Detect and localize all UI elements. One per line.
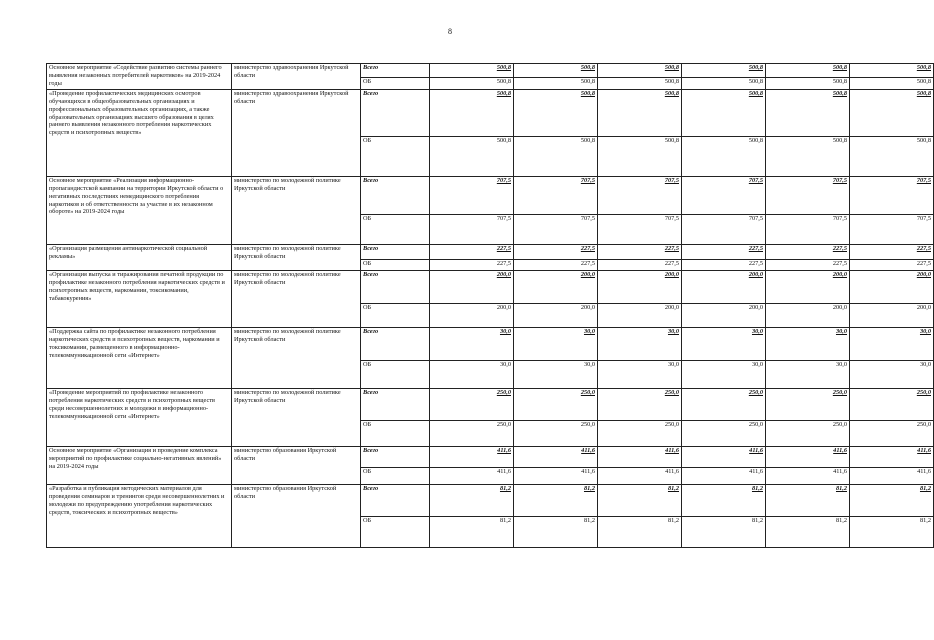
total-value-cell: 411,6 [514,447,598,468]
ob-value-cell: 500,8 [850,78,934,90]
total-value-cell: 411,6 [598,447,682,468]
total-value-cell: 250,0 [850,389,934,421]
executor-cell: министерство по молодежной политике Иркутской области [232,245,361,271]
ob-value-cell: 500,8 [430,137,514,177]
total-value-cell: 200,0 [850,271,934,304]
total-value-cell: 81,2 [514,485,598,517]
table-row-total [47,64,934,78]
ob-value-cell: 200,0 [850,304,934,328]
page-number: 8 [448,27,452,36]
ob-value-cell: 200,0 [682,304,766,328]
ob-value-cell: 81,2 [850,517,934,548]
total-value-cell: 500,8 [598,90,682,137]
ob-value-cell: 200,0 [430,304,514,328]
measure-name-cell: «Проведение профилактических медицинских осмотров обучающихся в общеобразовательных организациях и профессиональных образовательных организациях, а также образовательных организациях высшего образования в целях раннего выявления незаконного потребления наркотических средств и психотропных веществ» [47,90,232,177]
total-value-cell: 707,5 [766,177,850,215]
ob-value-cell: 81,2 [766,517,850,548]
total-value-cell: 30,0 [514,328,598,361]
ob-value-cell: 250,0 [850,421,934,447]
funding-source-total: Всего [361,90,430,137]
ob-value-cell: 30,0 [514,361,598,389]
ob-value-cell: 500,8 [766,137,850,177]
total-value-cell: 200,0 [598,271,682,304]
ob-value-cell: 500,8 [850,137,934,177]
executor-cell: министерство образования Иркутской области [232,447,361,485]
executor-cell: министерство по молодежной политике Иркутской области [232,389,361,447]
total-value-cell: 500,8 [598,64,682,78]
ob-value-cell: 227,5 [598,260,682,271]
measure-name-cell: «Разработка и публикация методических материалов для проведения семинаров и тренингов среди несовершеннолетних и молодежи по предупреждению употребления наркотических средств, токсических и психотропных веществ» [47,485,232,548]
ob-value-cell: 227,5 [514,260,598,271]
funding-source-total: Всего [361,64,430,78]
budget-table-body [47,64,934,548]
executor-cell: министерство здравоохранения Иркутской области [232,64,361,90]
total-value-cell: 250,0 [766,389,850,421]
total-value-cell: 30,0 [850,328,934,361]
total-value-cell: 81,2 [766,485,850,517]
total-value-cell: 30,0 [766,328,850,361]
measure-name-cell: «Поддержка сайта по профилактике незаконного потребления наркотических средств и психотропных веществ, наркомании и токсикомании, размещенного в информационно-телекоммуникационной сети «Интернет» [47,328,232,389]
total-value-cell: 707,5 [850,177,934,215]
measure-name-cell: «Проведение мероприятий по профилактике незаконного потребления наркотических средств и психотропных веществ среди несовершеннолетних и молодежи в информационно-телекоммуникационной сети «Интернет» [47,389,232,447]
total-value-cell: 411,6 [430,447,514,468]
measure-name-cell: «Организация выпуска и тиражирования печатной продукции по профилактике незаконного потребления наркотических средств и психотропных веществ, наркомании, токсикомании, табакокурения» [47,271,232,328]
ob-value-cell: 30,0 [682,361,766,389]
funding-source-total: Всего [361,271,430,304]
ob-value-cell: 250,0 [430,421,514,447]
ob-value-cell: 707,5 [850,215,934,245]
funding-source-ob: ОБ [361,361,430,389]
total-value-cell: 227,5 [682,245,766,260]
total-value-cell: 81,2 [598,485,682,517]
ob-value-cell: 500,8 [514,78,598,90]
total-value-cell: 30,0 [430,328,514,361]
total-value-cell: 500,8 [766,64,850,78]
ob-value-cell: 411,6 [850,468,934,485]
funding-source-ob: ОБ [361,304,430,328]
total-value-cell: 500,8 [682,64,766,78]
funding-source-total: Всего [361,389,430,421]
ob-value-cell: 250,0 [598,421,682,447]
ob-value-cell: 411,6 [682,468,766,485]
total-value-cell: 200,0 [514,271,598,304]
total-value-cell: 30,0 [598,328,682,361]
ob-value-cell: 500,8 [682,137,766,177]
funding-source-ob: ОБ [361,517,430,548]
total-value-cell: 250,0 [598,389,682,421]
total-value-cell: 227,5 [598,245,682,260]
budget-table [46,63,934,548]
ob-value-cell: 81,2 [598,517,682,548]
total-value-cell: 250,0 [514,389,598,421]
total-value-cell: 81,2 [430,485,514,517]
ob-value-cell: 500,8 [766,78,850,90]
ob-value-cell: 250,0 [514,421,598,447]
ob-value-cell: 30,0 [850,361,934,389]
table-row-total [47,90,934,137]
table-row-total [47,485,934,517]
ob-value-cell: 200,0 [514,304,598,328]
total-value-cell: 200,0 [682,271,766,304]
total-value-cell: 500,8 [682,90,766,137]
total-value-cell: 707,5 [682,177,766,215]
total-value-cell: 707,5 [514,177,598,215]
funding-source-total: Всего [361,485,430,517]
measure-name-cell: Основное мероприятие «Реализация информационно-пропагандистской кампании на территории Иркутской области о негативных последствиях немедицинского потребления наркотиков и об ответственности за участие в их незаконном обороте» на 2019-2024 годы [47,177,232,245]
ob-value-cell: 500,8 [598,137,682,177]
total-value-cell: 500,8 [766,90,850,137]
ob-value-cell: 411,6 [766,468,850,485]
total-value-cell: 411,6 [850,447,934,468]
funding-source-ob: ОБ [361,137,430,177]
ob-value-cell: 81,2 [430,517,514,548]
ob-value-cell: 500,8 [598,78,682,90]
ob-value-cell: 250,0 [682,421,766,447]
ob-value-cell: 200,0 [766,304,850,328]
total-value-cell: 707,5 [430,177,514,215]
ob-value-cell: 250,0 [766,421,850,447]
executor-cell: министерство здравоохранения Иркутской области [232,90,361,177]
total-value-cell: 30,0 [682,328,766,361]
measure-name-cell: «Организация размещения антинаркотической социальной рекламы» [47,245,232,271]
executor-cell: министерство по молодежной политике Иркутской области [232,328,361,389]
total-value-cell: 500,8 [850,64,934,78]
total-value-cell: 227,5 [850,245,934,260]
table-row-total [47,447,934,468]
ob-value-cell: 30,0 [430,361,514,389]
executor-cell: министерство по молодежной политике Иркутской области [232,177,361,245]
ob-value-cell: 707,5 [598,215,682,245]
funding-source-ob: ОБ [361,468,430,485]
measure-name-cell: Основное мероприятие «Организация и проведение комплекса мероприятий по профилактике социально-негативных явлений» на 2019-2024 годы [47,447,232,485]
ob-value-cell: 707,5 [430,215,514,245]
total-value-cell: 81,2 [850,485,934,517]
table-row-total [47,271,934,304]
table-row-total [47,328,934,361]
ob-value-cell: 227,5 [766,260,850,271]
ob-value-cell: 81,2 [682,517,766,548]
ob-value-cell: 707,5 [766,215,850,245]
total-value-cell: 250,0 [682,389,766,421]
table-row-total [47,389,934,421]
measure-name-cell: Основное мероприятие «Содействие развитию системы раннего выявления незаконных потребителей наркотиков» на 2019-2024 годы [47,64,232,90]
funding-source-total: Всего [361,245,430,260]
total-value-cell: 227,5 [766,245,850,260]
total-value-cell: 500,8 [430,90,514,137]
table-row-total [47,177,934,215]
ob-value-cell: 227,5 [430,260,514,271]
total-value-cell: 500,8 [430,64,514,78]
total-value-cell: 227,5 [430,245,514,260]
ob-value-cell: 500,8 [430,78,514,90]
total-value-cell: 500,8 [514,90,598,137]
ob-value-cell: 411,6 [598,468,682,485]
total-value-cell: 200,0 [430,271,514,304]
ob-value-cell: 411,6 [514,468,598,485]
ob-value-cell: 707,5 [682,215,766,245]
total-value-cell: 250,0 [430,389,514,421]
ob-value-cell: 707,5 [514,215,598,245]
total-value-cell: 81,2 [682,485,766,517]
funding-source-total: Всего [361,177,430,215]
funding-source-ob: ОБ [361,215,430,245]
ob-value-cell: 81,2 [514,517,598,548]
total-value-cell: 227,5 [514,245,598,260]
ob-value-cell: 30,0 [766,361,850,389]
funding-source-ob: ОБ [361,260,430,271]
total-value-cell: 707,5 [598,177,682,215]
total-value-cell: 500,8 [514,64,598,78]
ob-value-cell: 411,6 [430,468,514,485]
funding-source-ob: ОБ [361,78,430,90]
total-value-cell: 500,8 [850,90,934,137]
ob-value-cell: 200,0 [598,304,682,328]
ob-value-cell: 227,5 [682,260,766,271]
total-value-cell: 411,6 [682,447,766,468]
funding-source-total: Всего [361,328,430,361]
ob-value-cell: 500,8 [682,78,766,90]
funding-source-ob: ОБ [361,421,430,447]
total-value-cell: 200,0 [766,271,850,304]
total-value-cell: 411,6 [766,447,850,468]
funding-source-total: Всего [361,447,430,468]
executor-cell: министерство по молодежной политике Иркутской области [232,271,361,328]
ob-value-cell: 500,8 [514,137,598,177]
executor-cell: министерство образования Иркутской области [232,485,361,548]
ob-value-cell: 227,5 [850,260,934,271]
ob-value-cell: 30,0 [598,361,682,389]
table-row-total [47,245,934,260]
